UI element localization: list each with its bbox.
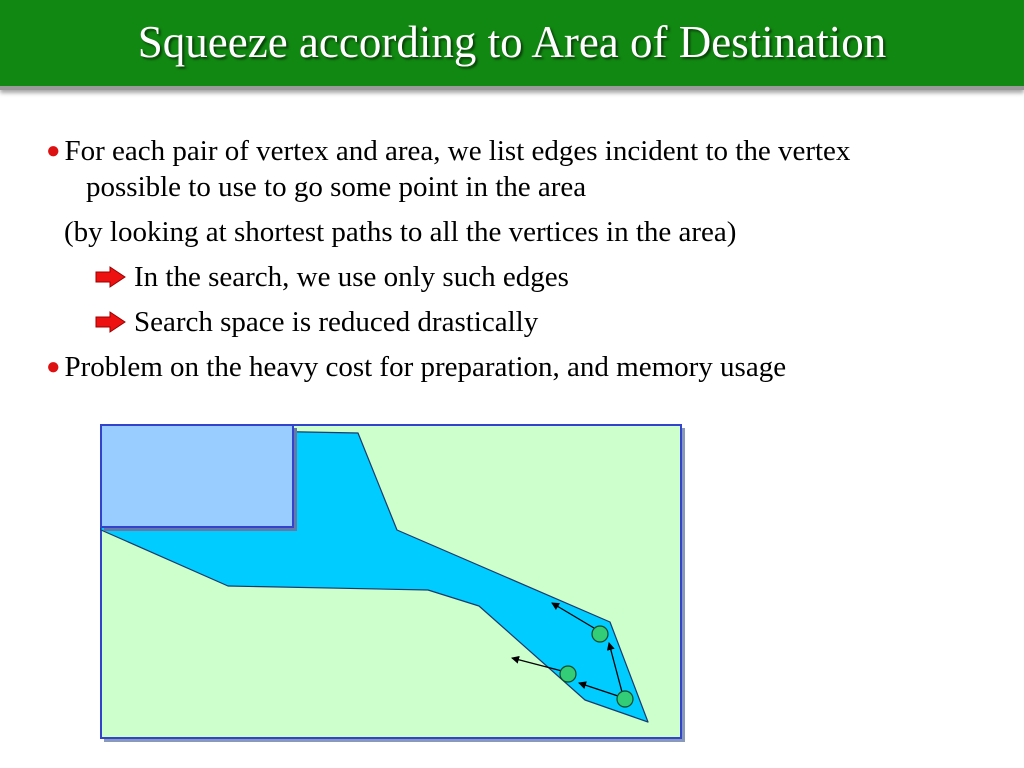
bullet-item-1-line-1: For each pair of vertex and area, we list edges incident to the vertex xyxy=(64,135,851,167)
bullet-item-1-line-2: possible to use to go some point in the area xyxy=(86,171,587,203)
bullet-dot-icon: ● xyxy=(46,138,61,164)
slide-title: Squeeze according to Area of Destination xyxy=(137,17,887,67)
vertex-node xyxy=(617,691,633,707)
sub-bullet-2-text: Search space is reduced drastically xyxy=(134,306,539,338)
bullet-item-2-text: Problem on the heavy cost for preparation, and memory usage xyxy=(64,351,787,383)
vertex-node xyxy=(592,626,608,642)
bullet-dot-icon: ● xyxy=(46,354,61,380)
sub-bullet-1-text: In the search, we use only such edges xyxy=(134,261,569,293)
vertex-node xyxy=(560,666,576,682)
destination-area xyxy=(101,425,293,527)
bullet-item-1-note: (by looking at shortest paths to all the vertices in the area) xyxy=(64,216,737,248)
